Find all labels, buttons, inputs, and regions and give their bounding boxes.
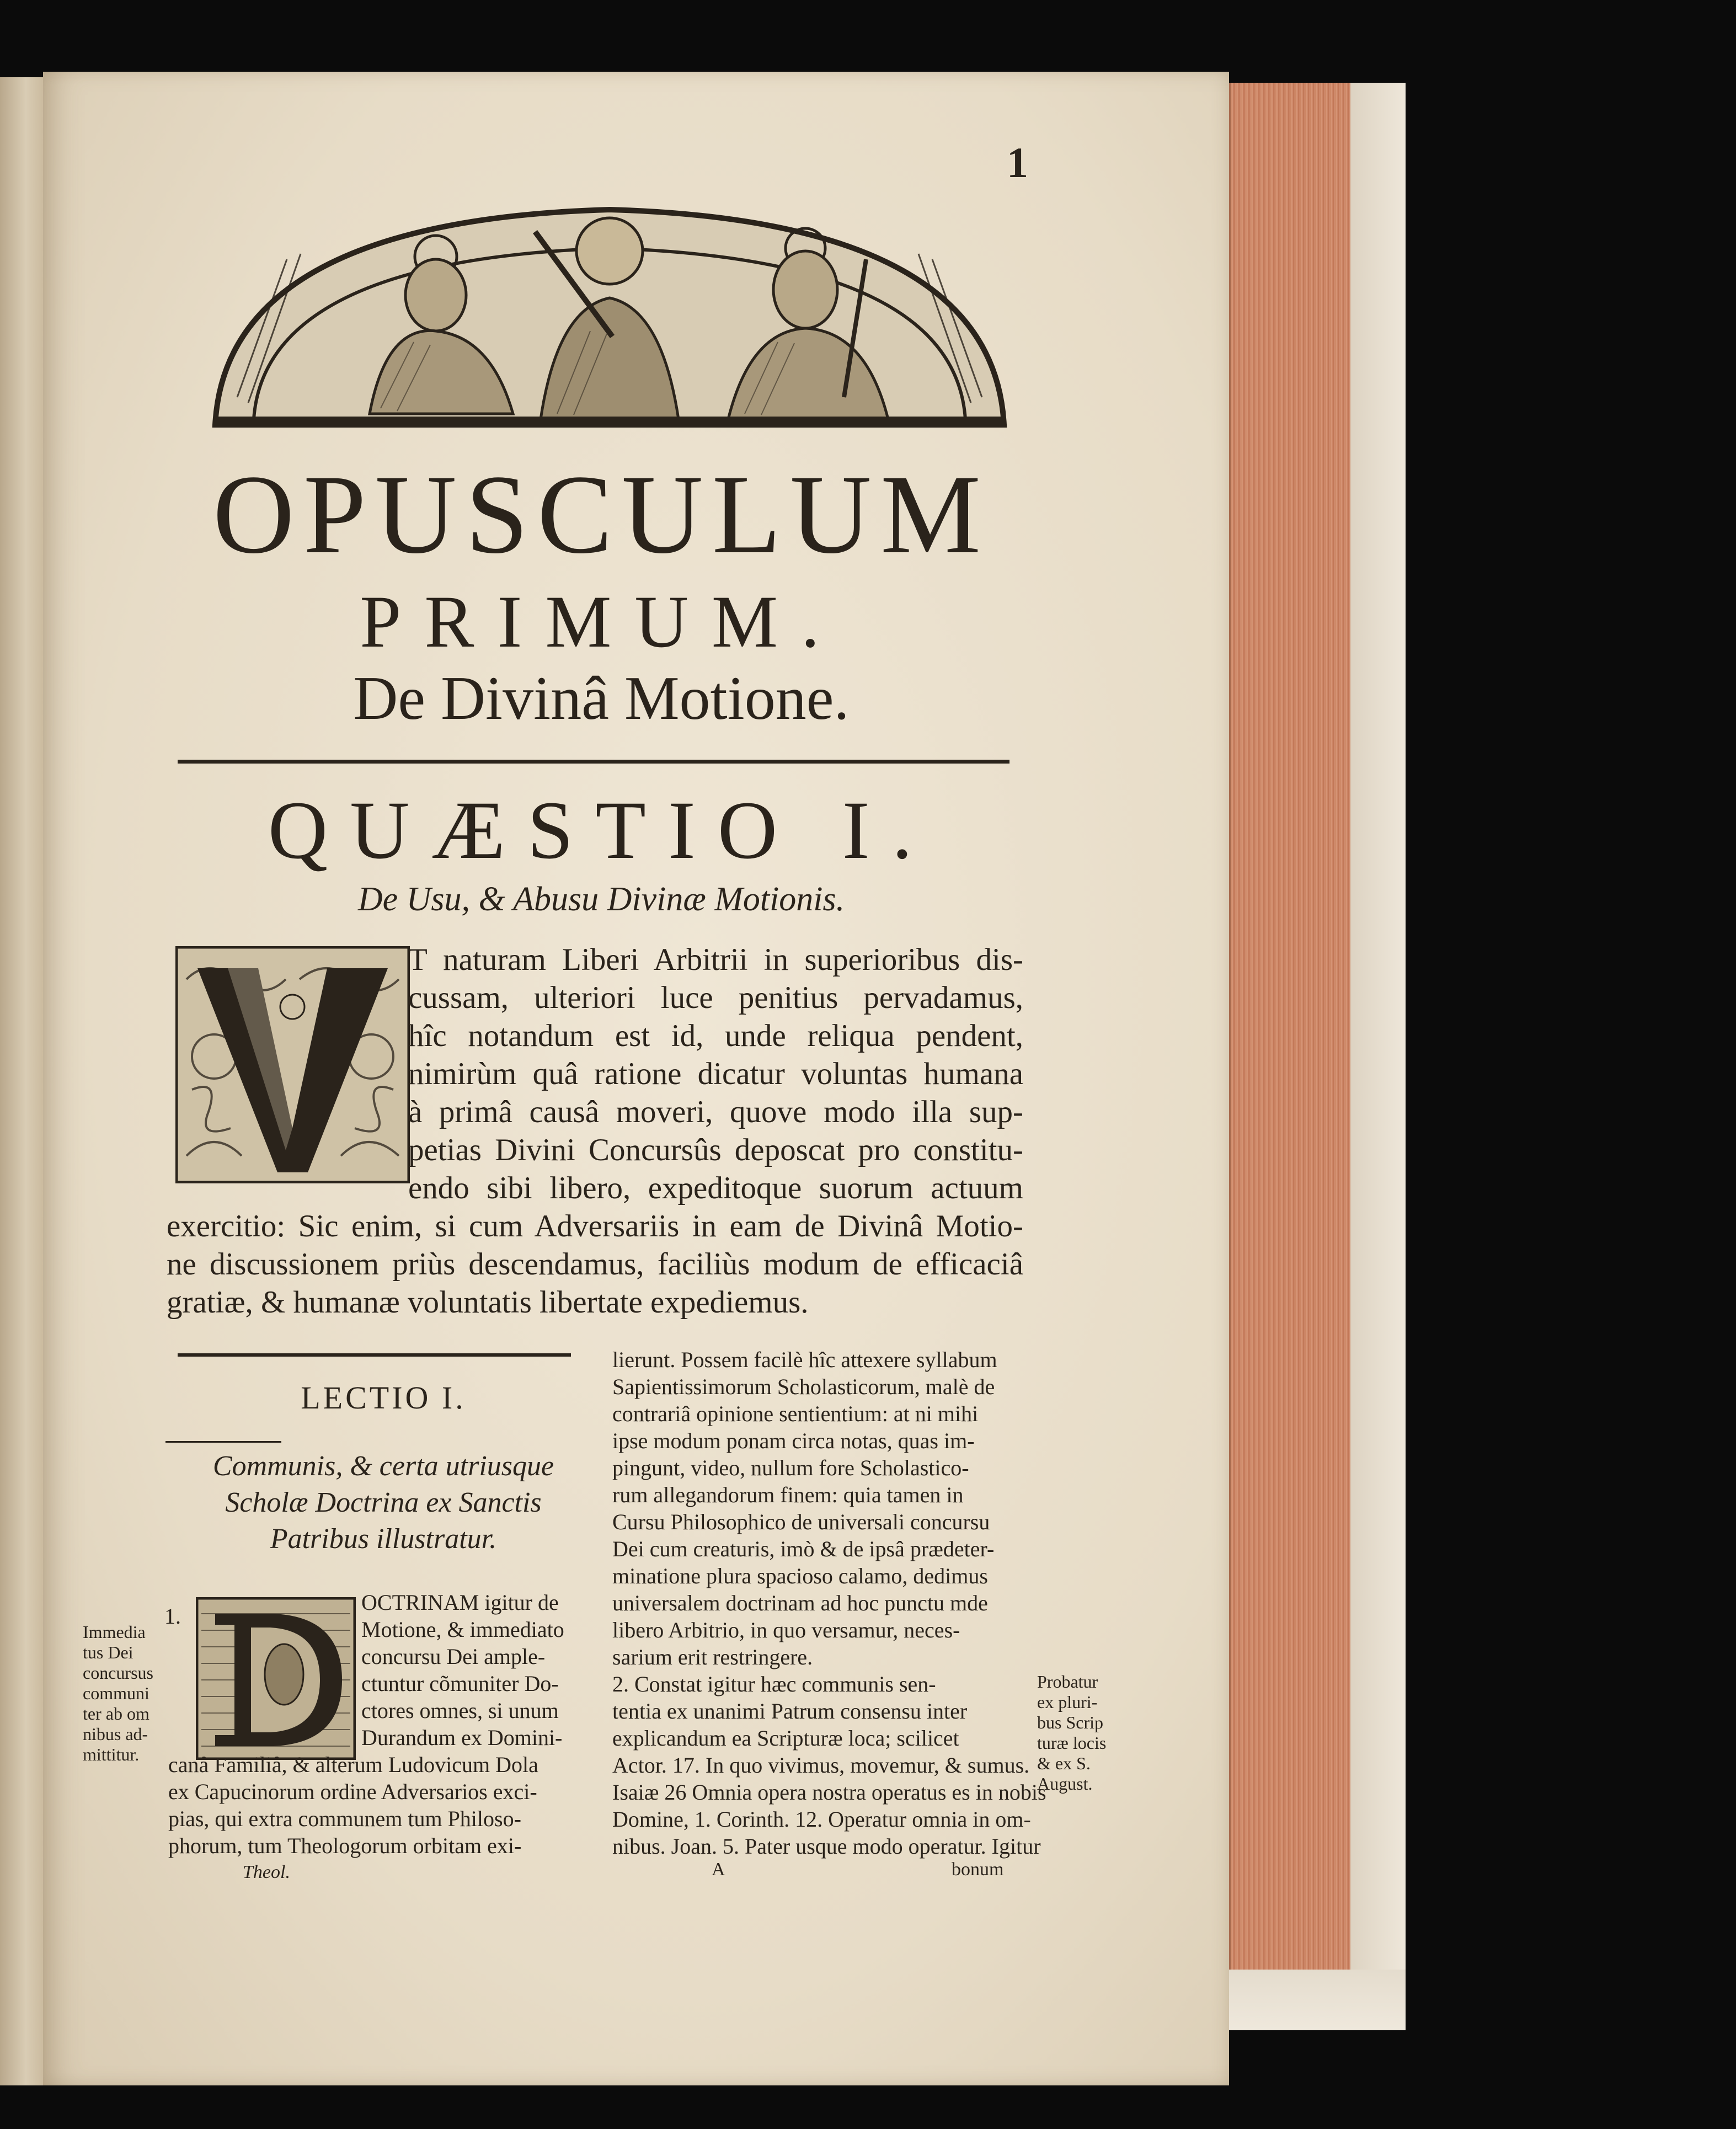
left-column-line: pias, qui extra communem tum Philoso- — [168, 1806, 521, 1831]
margin-note-line: nibus ad- — [83, 1724, 148, 1744]
right-catchword: bonum — [952, 1859, 1004, 1880]
right-column-line: Actor. 17. In quo vivimus, movemur, & sumus. — [612, 1753, 1030, 1778]
title-de-divina-motione: De Divinâ Motione. — [353, 664, 850, 733]
intro-line: ne discussionem priùs descendamus, faciliùs modum de efficaciâ — [167, 1247, 1023, 1282]
left-column-line: concursu Dei ample- — [361, 1644, 546, 1669]
right-column-line: explicandum ea Scripturæ loca; scilicet — [612, 1726, 959, 1751]
left-column-line: OCTRINAM igitur de — [361, 1590, 559, 1615]
margin-note-line: Immedia — [83, 1622, 146, 1642]
lectio-subtitle — [165, 1448, 601, 1557]
margin-note-line: mittitur. — [83, 1744, 140, 1764]
margin-note-line: ex pluri- — [1037, 1692, 1098, 1712]
intro-line: exercitio: Sic enim, si cum Adversariis in eam de Divinâ Motio- — [167, 1209, 1023, 1244]
right-column-line: contrariâ opinione sentientium: at ni mihi — [612, 1401, 979, 1426]
right-column-line: Isaiæ 26 Omnia opera nostra operatus es in nobis — [612, 1780, 1046, 1805]
left-column-line: canâ Familiâ, & alterum Ludovicum Dola — [168, 1752, 538, 1777]
left-column-line: Durandum ex Domini- — [361, 1725, 563, 1750]
right-column-line: 2. Constat igitur hæc communis sen- — [612, 1672, 936, 1696]
book-cover-corner — [1229, 1970, 1406, 2030]
lectio-rule — [178, 1353, 571, 1357]
lectio-subtitle-line: Patribus illustratur. — [270, 1523, 497, 1555]
intro-line: T naturam Liberi Arbitrii in superioribus dis- — [408, 942, 1023, 977]
right-column-line: lierunt. Possem facilè hîc attexere syllabum — [612, 1347, 997, 1372]
left-column-line: phorum, tum Theologorum orbitam exi- — [168, 1833, 522, 1858]
right-column-line: sarium erit restringere. — [612, 1645, 813, 1669]
margin-note-line: & ex S. — [1037, 1753, 1091, 1773]
right-column-line: minatione plura spacioso calamo, dedimus — [612, 1564, 988, 1588]
margin-note-line: concursus — [83, 1663, 153, 1683]
left-column-line: ctores omnes, si unum — [361, 1698, 559, 1723]
right-column-line: Domine, 1. Corinth. 12. Operatur omnia in om- — [612, 1807, 1031, 1832]
signature-mark: A — [712, 1859, 725, 1880]
woodcut-headpiece-illustration — [204, 199, 1015, 436]
page-fore-edge — [1229, 83, 1352, 1970]
right-column-line: pingunt, video, nullum fore Scholastico- — [612, 1455, 969, 1480]
lectio-dash — [165, 1441, 281, 1443]
right-column-line: ipse modum ponam circa notas, quas im- — [612, 1428, 975, 1453]
intro-line: hîc notandum est id, unde reliqua pendent, — [408, 1018, 1023, 1053]
title-opusculum: OPUSCULUM — [212, 452, 990, 577]
decorated-initial-v — [175, 946, 410, 1183]
intro-line: nimirùm quâ ratione dicatur voluntas humana — [408, 1057, 1023, 1091]
intro-line: gratiæ, & humanæ voluntatis libertate expediemus. — [167, 1285, 809, 1320]
left-column-line: Motione, & immediato — [361, 1617, 564, 1642]
right-column-line: tentia ex unanimi Patrum consensu inter — [612, 1699, 968, 1724]
left-column-line: ctuntur cõmuniter Do- — [361, 1671, 559, 1696]
lectio-subtitle-line: Communis, & certa utriusque — [212, 1450, 554, 1482]
margin-note-line: Probatur — [1037, 1672, 1098, 1692]
left-column-line: ex Capucinorum ordine Adversarios exci- — [168, 1779, 537, 1804]
right-column-line: Sapientissimorum Scholasticorum, malè de — [612, 1374, 995, 1399]
left-margin-note — [83, 1622, 153, 1765]
left-page-edge — [0, 77, 43, 2085]
quaestio-title: QUÆSTIO I. — [268, 785, 935, 876]
intro-line: à primâ causâ moveri, quove modo illa sup- — [408, 1095, 1023, 1129]
right-column-line: rum allegandorum finem: quia tamen in — [612, 1482, 964, 1507]
margin-note-line: communi — [83, 1683, 149, 1703]
left-catchword: Theol. — [243, 1862, 290, 1882]
right-column-line: Dei cum creaturis, imò & de ipsâ prædeter- — [612, 1536, 995, 1561]
right-margin-note — [1037, 1672, 1106, 1794]
title-rule — [178, 760, 1009, 764]
margin-note-line: turæ locis — [1037, 1733, 1107, 1753]
lectio-title: LECTIO I. — [301, 1380, 466, 1416]
intro-line: endo sibi libero, expeditoque suorum actuum — [408, 1171, 1023, 1205]
right-column-line: Cursu Philosophico de universali concursu — [612, 1509, 990, 1534]
margin-note-line: tus Dei — [83, 1642, 133, 1662]
intro-line: petias Divini Concursûs deposcat pro constitu- — [408, 1133, 1023, 1167]
decorated-initial-d — [196, 1597, 356, 1760]
quaestio-subtitle: De Usu, & Abusu Divinæ Motionis. — [357, 881, 845, 918]
margin-note-line: August. — [1037, 1774, 1093, 1794]
paragraph-number: 1. — [164, 1604, 181, 1629]
margin-note-line: ter ab om — [83, 1704, 149, 1724]
right-column-line: universalem doctrinam ad hoc punctu mde — [612, 1591, 988, 1615]
intro-line: cussam, ulteriori luce penitius pervadamus, — [408, 980, 1023, 1015]
title-primum: PRIMUM. — [360, 581, 843, 663]
lectio-subtitle-line: Scholæ Doctrina ex Sanctis — [225, 1487, 542, 1518]
right-column-line: nibus. Joan. 5. Pater usque modo operatur. Igitur — [612, 1834, 1041, 1859]
book-cover-edge — [1350, 83, 1406, 2030]
page-number: 1 — [1007, 138, 1028, 186]
right-column-line: libero Arbitrio, in quo versamur, neces- — [612, 1618, 960, 1642]
margin-note-line: bus Scrip — [1037, 1712, 1103, 1732]
